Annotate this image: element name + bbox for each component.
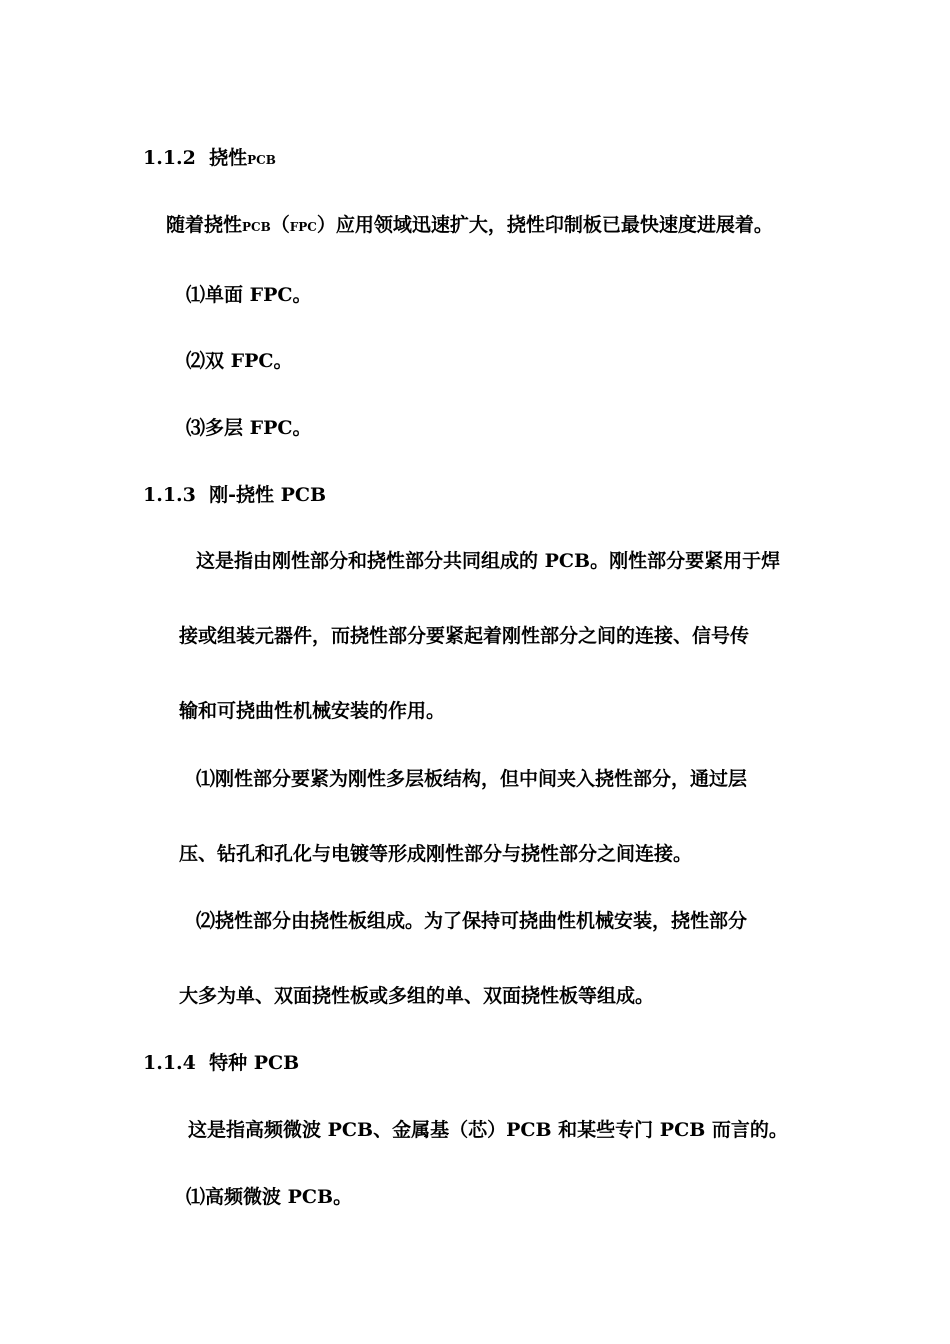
paragraph-line: 大多为单、双面挠性板或多组的单、双面挠性板等组成。	[179, 985, 655, 1007]
text-run-small: PCB	[242, 220, 271, 234]
section-title: 刚-挠性 PCB	[209, 484, 327, 506]
paragraph-line: 这是指由刚性部分和挠性部分共同组成的 PCB。刚性部分要紧用于焊	[196, 550, 781, 572]
text-run: （	[270, 214, 290, 236]
text-run: 随着挠性	[166, 214, 243, 236]
list-item: ⑵双 FPC。	[186, 350, 293, 372]
section-number: 1.1.4	[143, 1052, 196, 1074]
section-number: 1.1.3	[143, 484, 196, 506]
paragraph-line: ⑴刚性部分要紧为刚性多层板结构，但中间夹入挠性部分，通过层	[196, 768, 748, 790]
list-item: ⑴单面 FPC。	[186, 284, 312, 306]
list-item: ⑴高频微波 PCB。	[186, 1186, 353, 1208]
paragraph-fpc-intro	[166, 213, 773, 239]
paragraph-line: 压、钻孔和孔化与电镀等形成刚性部分与挠性部分之间连接。	[179, 843, 693, 865]
paragraph-line: ⑵挠性部分由挠性板组成。为了保持可挠曲性机械安装，挠性部分	[196, 910, 748, 932]
section-number: 1.1.2	[143, 147, 196, 169]
section-heading-1-1-3	[143, 483, 326, 507]
section-title-abbr: PCB	[247, 153, 276, 167]
section-heading-1-1-2	[143, 146, 276, 172]
paragraph-line: 输和可挠曲性机械安装的作用。	[179, 700, 446, 722]
text-run: ）应用领域迅速扩大，挠性印制板已最快速度进展着。	[316, 214, 773, 236]
section-title: 挠性	[209, 147, 248, 169]
section-title: 特种 PCB	[209, 1052, 300, 1074]
text-run-small: FPC	[289, 220, 317, 234]
paragraph-line: 这是指高频微波 PCB、金属基（芯）PCB 和某些专门 PCB 而言的。	[188, 1119, 788, 1141]
paragraph-line: 接或组装元器件，而挠性部分要紧起着刚性部分之间的连接、信号传	[179, 625, 750, 647]
list-item: ⑶多层 FPC。	[186, 417, 312, 439]
section-heading-1-1-4	[143, 1051, 299, 1075]
